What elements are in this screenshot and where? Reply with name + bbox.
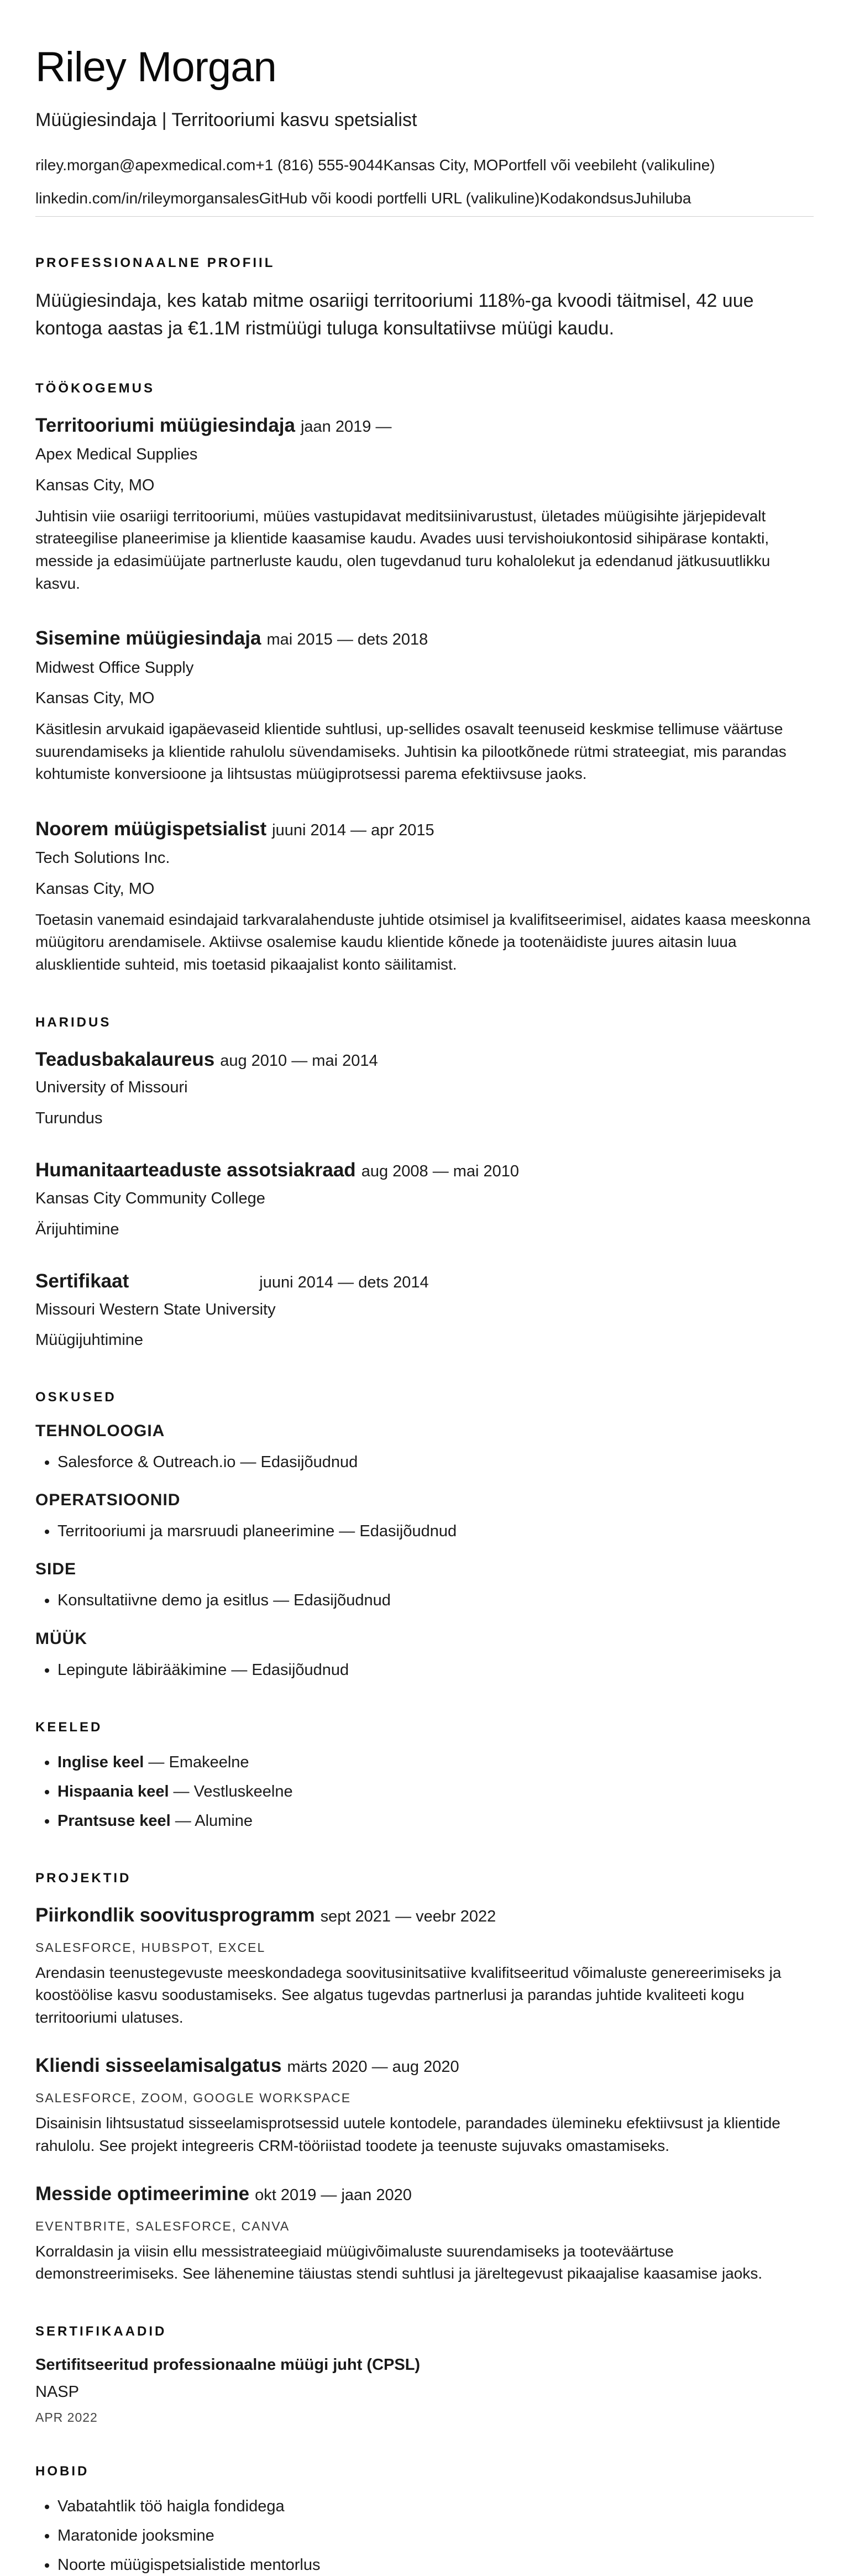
skill-group-title: MÜÜK [35, 1629, 87, 1648]
project-name: Messide optimeerimine [35, 2183, 250, 2205]
skill-list [35, 1452, 814, 1473]
job-dates: jaan 2019 — [300, 417, 392, 436]
certification-date: APR 2022 [35, 2410, 98, 2425]
project-entry [35, 1903, 814, 2029]
study-field: Turundus [35, 1109, 103, 1127]
skill-list [35, 1521, 814, 1542]
degree-title: Teadusbakalaureus [35, 1048, 215, 1070]
study-field: Müügijuhtimine [35, 1331, 144, 1349]
project-dates: okt 2019 — jaan 2020 [255, 2186, 412, 2205]
skills-section [35, 1390, 814, 1681]
skill-item: • Territooriumi ja marsruudi planeerimine — Edasijõudnud [57, 1521, 814, 1542]
skill-group-title: TEHNOLOOGIA [35, 1422, 165, 1441]
projects-section [35, 1871, 814, 2285]
project-dates: sept 2021 — veebr 2022 [320, 1908, 496, 1926]
job-title: Sisemine müügiesindaja [35, 627, 261, 650]
hobby-item: • Maratonide jooksmine [57, 2525, 814, 2547]
section-title-certifications: SERTIFIKAADID [35, 2323, 167, 2339]
school-name: University of Missouri [35, 1078, 188, 1097]
job-company: Tech Solutions Inc. [35, 849, 170, 867]
hobby-item: • Vabatahtlik töö haigla fondidega [57, 2496, 814, 2517]
project-dates: märts 2020 — aug 2020 [287, 2058, 459, 2076]
school-name: Kansas City Community College [35, 1189, 265, 1207]
language-item [57, 1781, 814, 1803]
section-title-profile: PROFESSIONAALNE PROFIIL [35, 255, 275, 271]
job-dates: mai 2015 — dets 2018 [266, 631, 428, 649]
education-entry [35, 1158, 814, 1240]
header-divider [35, 216, 814, 217]
job-dates: juuni 2014 — apr 2015 [272, 821, 434, 839]
language-list [35, 1752, 814, 1832]
job-company: Midwest Office Supply [35, 658, 194, 677]
school-name: Missouri Western State University [35, 1300, 276, 1318]
certification-name: Sertifitseeritud professionaalne müügi juht (CPSL) [35, 2355, 421, 2374]
project-name: Kliendi sisseelamisalgatus [35, 2055, 282, 2077]
skill-list [35, 1590, 814, 1611]
language-name: Inglise keel [57, 1753, 144, 1771]
skill-group-title: OPERATSIOONID [35, 1491, 181, 1510]
project-name: Piirkondlik soovitusprogramm [35, 1904, 315, 1926]
language-name: Prantsuse keel [57, 1812, 171, 1830]
job-title: Noorem müügispetsialist [35, 818, 267, 840]
language-name: Hispaania keel [57, 1782, 169, 1800]
degree-dates: aug 2008 — mai 2010 [361, 1163, 520, 1181]
section-title-experience: TÖÖKOGEMUS [35, 380, 155, 396]
profile-summary: Müügiesindaja, kes katab mitme osariigi territooriumi 118%-ga kvoodi täitmisel, 42 uue kontoga aastas ja €1.1M ristmüügi tuluga konsultatiivse müügi kaudu. [35, 290, 754, 339]
skill-item: • Salesforce & Outreach.io — Edasijõudnud [57, 1452, 814, 1473]
experience-section [35, 381, 814, 976]
project-description: Disainisin lihtsustatud sisseelamisprotsessid uutele kontodele, parandades ülemineku efektiivsust ja klientide rahulolu. See projekt integreeris CRM-tööriistad toodete ja teenuste sujuvaks omastamiseks. [35, 2114, 780, 2154]
job-company: Apex Medical Supplies [35, 446, 198, 464]
experience-entry [35, 413, 814, 595]
experience-entry [35, 626, 814, 786]
project-description: Arendasin teenustegevuste meeskondadega soovitusinitsatiive kvalifitseeritud võimaluste genereerimiseks ja koostöölise kasvu soodustamiseks. See algatus tugevdas partnerlusi ja parandas juhtide kvaliteeti kogu territooriumi ulatuses. [35, 1964, 782, 2026]
job-location: Kansas City, MO [35, 477, 155, 495]
project-tech: SALESFORCE, ZOOM, GOOGLE WORKSPACE [35, 2090, 352, 2105]
project-tech: SALESFORCE, HUBSPOT, EXCEL [35, 1940, 266, 1955]
experience-entry [35, 816, 814, 976]
degree-dates: juuni 2014 — dets 2014 [259, 1274, 429, 1292]
education-entry [35, 1269, 814, 1351]
language-item [57, 1752, 814, 1773]
hobby-item: • Noorte müügispetsialistide mentorlus [57, 2554, 814, 2576]
job-description: Toetasin vanemaid esindajaid tarkvaralahenduste juhtide otsimisel ja kvalifitseerimisel, aidates kaasa meeskonna müügitoru arendamisele. Aktiivse osalemise kaudu klientide kõnede ja tootenäidiste juures aitasin luua alusklientide suhteid, mis toetasid pikaajalist konto säilitamist. [35, 910, 811, 973]
candidate-headline: Müügiesindaja | Territooriumi kasvu spetsialist [35, 109, 417, 130]
contact-line-secondary: linkedin.com/in/rileymorgansalesGitHub või koodi portfelli URL (valikuline)KodakondsusJuhiluba [35, 189, 691, 207]
skill-item: • Konsultatiivne demo ja esitlus — Edasijõudnud [57, 1590, 814, 1611]
section-title-languages: KEELED [35, 1719, 103, 1735]
degree-title: Sertifikaat [35, 1270, 129, 1292]
job-description: Käsitlesin arvukaid igapäevaseid klientide suhtlusi, up-sellides osavalt teenuseid keskmise tellimuse väärtuse suurendamiseks ja klientide rahulolu süvendamiseks. Juhtisin ka pilootkõnede rütmi strateegiat, mis parandas kohtumiste konversioone ja lihtsustas müügiprotsessi parema efektiivsuse jaoks. [35, 720, 787, 783]
job-description: Juhtisin viie osariigi territooriumi, müües vastupidavat meditsiinivarustust, ületades müügisihte järjepidevalt strateegilise planeerimise ja klientide kaasamise kaudu. Avades uusi tervishoiukontosid sihipärase kontakti, messide ja edasimüüjate partnerluste kaudu, olen tugevdanud turu kohalolekut ja edendanud jätkusuutlikku kasvu. [35, 507, 771, 592]
education-entry [35, 1047, 814, 1129]
section-title-education: HARIDUS [35, 1014, 112, 1030]
hobby-list [35, 2496, 814, 2576]
job-location: Kansas City, MO [35, 689, 155, 708]
education-section [35, 1015, 814, 1352]
profile-section [35, 255, 814, 342]
project-description: Korraldasin ja viisin ellu messistrateegiaid müügivõimaluste suurendamiseks ja tooteväärtuse demonstreerimiseks. See lähenemine täiustas stendi suhtlusi ja järeltegevust pikaajalise kaasamise jaoks. [35, 2242, 763, 2282]
certification-entry [35, 2356, 814, 2425]
languages-section [35, 1720, 814, 1832]
job-location: Kansas City, MO [35, 880, 155, 898]
skill-item: • Lepingute läbirääkimine — Edasijõudnud [57, 1659, 814, 1681]
hobbies-section [35, 2464, 814, 2576]
project-entry [35, 2181, 814, 2285]
language-level: — Alumine [170, 1812, 253, 1830]
language-level: — Vestluskeelne [169, 1782, 293, 1800]
contact-line-primary: riley.morgan@apexmedical.com+1 (816) 555-9044Kansas City, MOPortfell või veebileht (valikuline) [35, 156, 715, 174]
candidate-name: Riley Morgan [35, 44, 276, 91]
section-title-hobbies: HOBID [35, 2463, 90, 2479]
certification-issuer: NASP [35, 2383, 79, 2401]
resume-header [35, 44, 814, 217]
degree-title: Humanitaarteaduste assotsiakraad [35, 1159, 356, 1181]
study-field: Ärijuhtimine [35, 1220, 119, 1238]
language-level: — Emakeelne [144, 1753, 249, 1771]
degree-dates: aug 2010 — mai 2014 [220, 1051, 378, 1070]
job-title: Territooriumi müügiesindaja [35, 414, 295, 436]
project-entry [35, 2053, 814, 2157]
skill-group-title: SIDE [35, 1560, 77, 1579]
section-title-projects: PROJEKTID [35, 1871, 132, 1886]
certifications-section [35, 2324, 814, 2425]
skill-list [35, 1659, 814, 1681]
section-title-skills: OSKUSED [35, 1390, 117, 1405]
project-tech: EVENTBRITE, SALESFORCE, CANVA [35, 2218, 290, 2233]
language-item [57, 1810, 814, 1832]
